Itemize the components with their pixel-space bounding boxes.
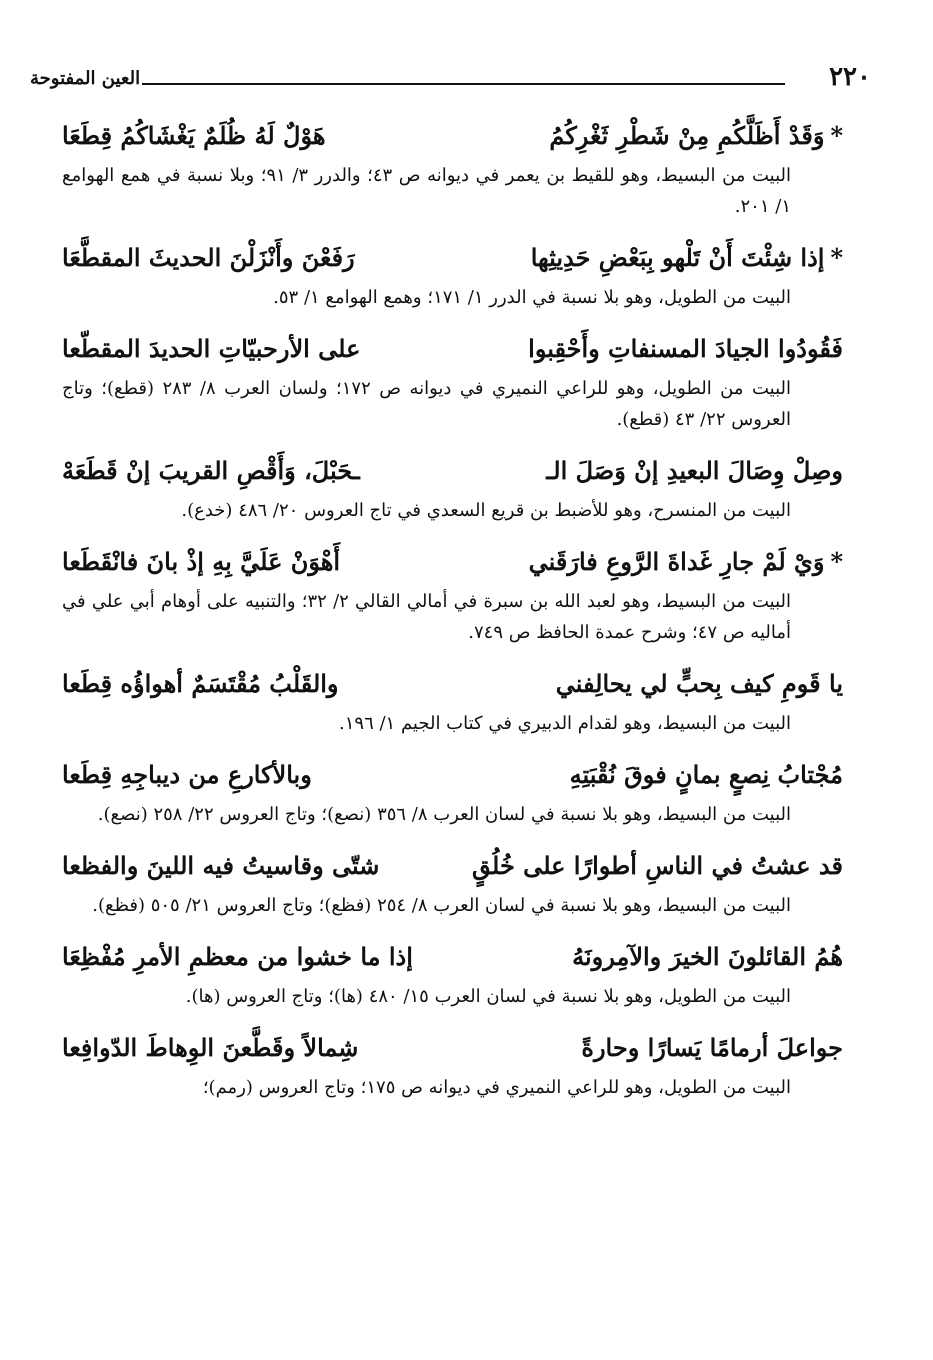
entries-list [62, 112, 843, 1115]
entry-marker: * [830, 121, 843, 150]
commentary: البيت من البسيط، وهو للقيط بن يعمر في ديوانه ص ٤٣؛ والدرر ٣/ ٩١؛ وبلا نسبة في همع الهوامع ١/ ٢٠١. [62, 165, 791, 217]
hemistich-first: جواعلَ أرمامًا يَسارًا وحارةً [581, 1033, 843, 1062]
entry [62, 1024, 843, 1103]
verse [62, 325, 843, 373]
hemistich-second: على الأرحبيّاتِ الحديدَ المقطّعا [62, 334, 361, 363]
entry [62, 447, 843, 526]
hemistich-second: إذا ما خشوا من معظمِ الأمرِ مُفْظِعَا [62, 942, 413, 971]
commentary: البيت من البسيط، وهو لقدام الدبيري في كتاب الجيم ١/ ١٩٦. [339, 713, 791, 734]
entry-marker: * [830, 547, 843, 576]
commentary: البيت من الطويل، وهو للراعي النميري في ديوانه ص ١٧٥؛ وتاج العروس (رمم)؛ [202, 1077, 791, 1098]
hemistich-first: يا قَومِ كيف بِحبٍّ لي يحالِفني [555, 669, 843, 698]
hemistich-second: شتّى وقاسيتُ فيه اللينَ والفظعا [62, 851, 380, 880]
hemistich-second: أَهْوَنْ عَلَيَّ بِهِ إذْ بانَ فانْقَطَعا [62, 547, 341, 576]
verse [62, 112, 843, 160]
hemistich-second: هَوْلٌ لَهُ ظُلَمٌ يَغْشَاكُمُ قِطَعَا [62, 121, 326, 150]
hemistich-second: رَفَعْنَ وأَنْزَلْنَ الحديثَ المقطَّعَا [62, 243, 355, 272]
hemistich-second: وبالأكارعِ من ديباجِهِ قِطَعا [62, 760, 312, 789]
hemistich-first: وصِلْ وِصَالَ البعيدِ إنْ وَصَلَ الـ [546, 456, 843, 485]
commentary: البيت من البسيط، وهو بلا نسبة في لسان العرب ٨/ ٢٥٤ (فظع)؛ وتاج العروس ٢١/ ٥٠٥ (فظع). [92, 895, 791, 916]
commentary: البيت من الطويل، وهو بلا نسبة في لسان العرب ١٥/ ٤٨٠ (ها)؛ وتاج العروس (ها). [185, 986, 791, 1007]
entry [62, 112, 843, 222]
verse [62, 751, 843, 799]
entry [62, 933, 843, 1012]
verse [62, 842, 843, 890]
hemistich-first: هُمُ القائلونَ الخيرَ والآمِرونَهُ [572, 942, 843, 971]
hemistich-first: مُجْتابُ نِصعٍ بمانٍ فوقَ نُقْبَتِهِ [569, 760, 843, 789]
hemistich-first: وَقَدْ أَظَلَّكُمِ مِنْ شَطْرِ ثَغْرِكُمُ [549, 121, 825, 150]
running-title: العين المفتوحة [30, 68, 141, 89]
verse [62, 234, 843, 282]
entry [62, 751, 843, 830]
commentary: البيت من الطويل، وهو بلا نسبة في الدرر ١/ ١٧١؛ وهمع الهوامع ١/ ٥٣. [273, 287, 791, 308]
commentary: البيت من البسيط، وهو لعبد الله بن سبرة في أمالي القالي ٢/ ٣٢؛ والتنبيه على أوهام أبي علي في أماليه ص ٤٧؛ وشرح عمدة الحافظ ص ٧٤٩. [62, 591, 791, 643]
header-rule [142, 83, 785, 85]
page-number: ٢٢٠ [829, 62, 871, 92]
commentary: البيت من البسيط، وهو بلا نسبة في لسان العرب ٨/ ٣٥٦ (نصع)؛ وتاج العروس ٢٢/ ٢٥٨ (نصع). [97, 804, 791, 825]
entry [62, 660, 843, 739]
commentary: البيت من المنسرح، وهو للأضبط بن قريع السعدي في تاج العروس ٢٠/ ٤٨٦ (خدع). [181, 500, 791, 521]
page-header [30, 62, 871, 100]
hemistich-first: فَقُودُوا الجيادَ المسنفاتِ وأَحْقِبوا [528, 334, 843, 363]
verse [62, 660, 843, 708]
entry [62, 842, 843, 921]
entry [62, 538, 843, 648]
entry [62, 234, 843, 313]
hemistich-first: قد عشتُ في الناسِ أطوارًا على خُلُقٍ [472, 851, 843, 880]
hemistich-second: ـحَبْلَ، وَأَقْصِ القريبَ إنْ قَطَعَهْ [62, 456, 360, 485]
verse [62, 538, 843, 586]
entry-marker: * [830, 243, 843, 272]
hemistich-second: والقَلْبُ مُقْتَسَمٌ أهواؤُه قِطَعا [62, 669, 339, 698]
hemistich-first: وَيْ لَمْ جارِ غَداةَ الرَّوعِ فارَقَني [528, 547, 825, 576]
verse [62, 447, 843, 495]
hemistich-first: إذا شِئْتَ أَنْ تَلْهو بِبَعْضِ حَدِيثِها [530, 243, 825, 272]
verse [62, 933, 843, 981]
hemistich-second: شِمالاً وقَطَّعنَ الوِهاطَ الدّوافِعا [62, 1033, 359, 1062]
verse [62, 1024, 843, 1072]
entry [62, 325, 843, 435]
commentary: البيت من الطويل، وهو للراعي النميري في ديوانه ص ١٧٢؛ ولسان العرب ٨/ ٢٨٣ (قطع)؛ وتاج العروس ٢٢/ ٤٣ (قطع). [62, 378, 792, 430]
